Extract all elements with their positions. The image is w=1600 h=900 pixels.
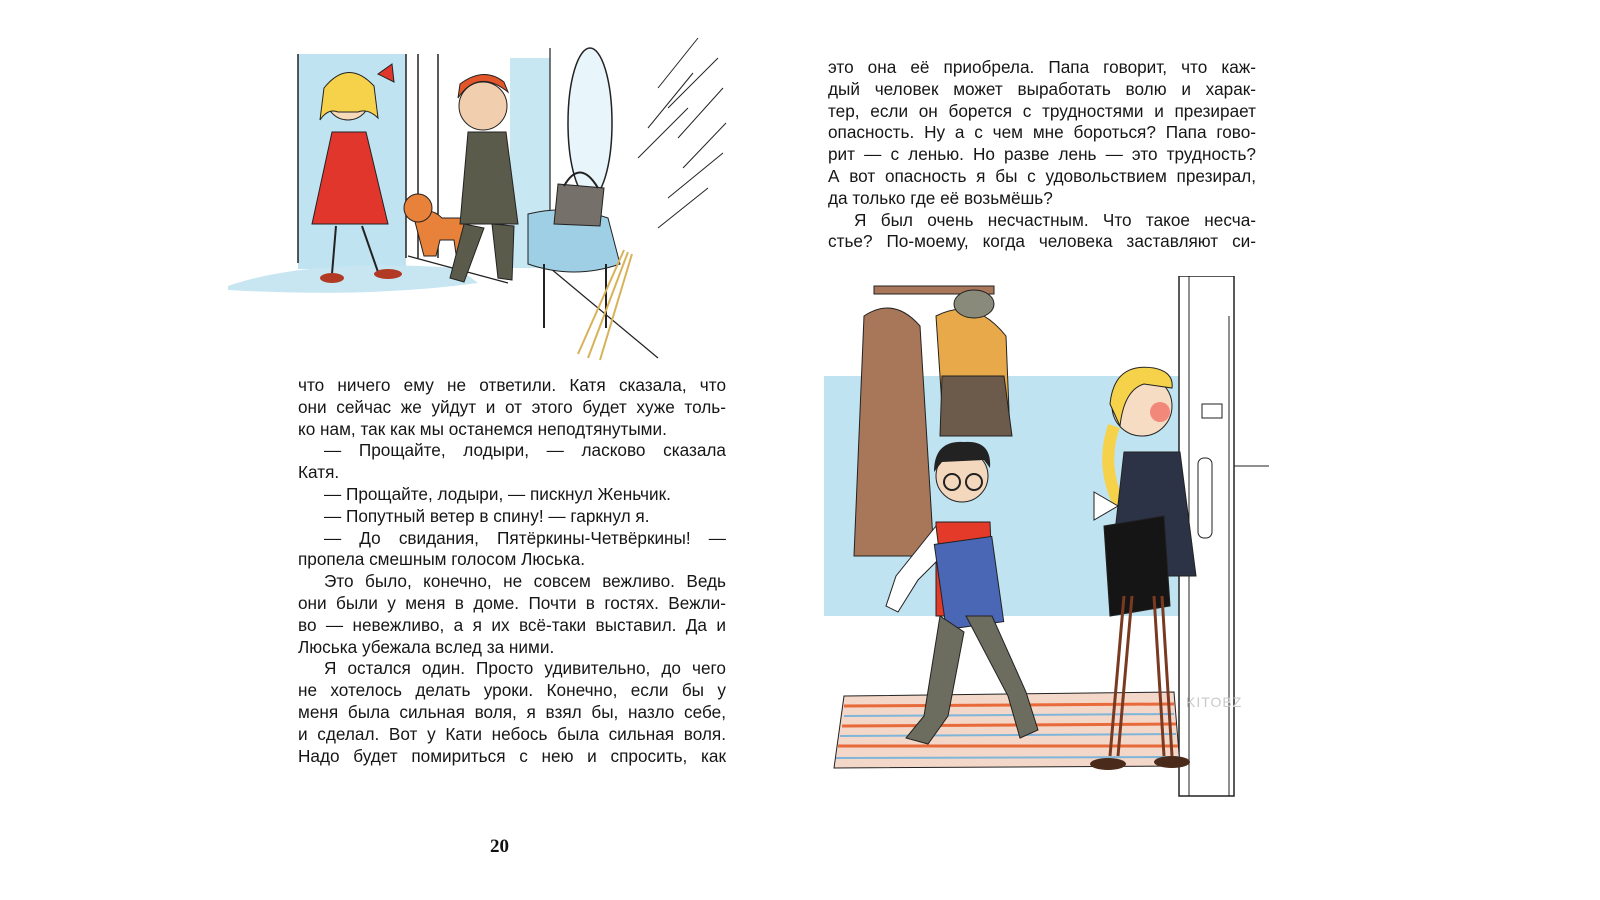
hallway-drawing — [228, 28, 728, 368]
text-line: ко нам, так как мы останемся неподтянутыми. — [298, 418, 667, 439]
text-line: не хотелось делать уроки. Конечно, если бы у — [298, 680, 726, 701]
text-line: стье? По-моему, когда человека заставляют си- — [828, 231, 1256, 252]
text-line: Это было, конечно, не совсем вежливо. Ведь — [324, 571, 726, 592]
text-line: — Прощайте, лодыри, — пискнул Женьчик. — [324, 483, 671, 504]
watermark-text: KITOBZ — [1186, 694, 1243, 710]
text-line: Люська убежала вслед за ними. — [298, 636, 555, 657]
text-line: они были у меня в доме. Почти в гостях. Вежли- — [298, 592, 726, 613]
text-line: рит — с ленью. Но разве лень — это трудность? — [828, 144, 1256, 165]
text-line: они сейчас же уйдут и от этого будет хуже толь- — [298, 396, 726, 417]
text-line: это она её приобрела. Папа говорит, что каж- — [828, 57, 1256, 77]
text-line: опасность. Ну а с чем мне бороться? Папа гово- — [828, 122, 1256, 143]
boy-and-girl-leaving-illustration — [824, 276, 1274, 806]
text-line: — Прощайте, лодыри, — ласково сказала — [324, 440, 726, 461]
text-line: и сделал. Вот у Кати небось была сильная воля. — [298, 723, 726, 744]
text-line: тер, если он борется с трудностями и презирает — [828, 100, 1256, 121]
text-line: Я остался один. Просто удивительно, до чего — [324, 658, 726, 679]
right-page — [800, 0, 1600, 900]
left-page-text — [298, 375, 726, 767]
text-line: — До свидания, Пятёркины-Четвёркины! — — [324, 527, 726, 548]
text-line: А вот опасность я бы с удовольствием презирал, — [828, 165, 1256, 186]
right-page-text — [828, 57, 1256, 253]
text-line: Я был очень несчастным. Что такое несча- — [854, 209, 1256, 230]
text-line: во — невежливо, а я их всё-таки выставил. Да и — [298, 614, 726, 635]
text-line: пропела смешным голосом Люська. — [298, 549, 586, 570]
text-line: — Попутный ветер в спину! — гаркнул я. — [324, 505, 650, 526]
text-line: Катя. — [298, 462, 340, 483]
text-line: меня была сильная воля, я взял бы, назло себе, — [298, 701, 726, 722]
text-line: дый человек может выработать волю и харак- — [828, 78, 1256, 99]
text-line: что ничего ему не ответили. Катя сказала, что — [298, 375, 726, 395]
text-line: Надо будет помириться с нею и спросить, как — [298, 745, 726, 766]
page-number: 20 — [490, 836, 509, 857]
children-in-hallway-illustration — [228, 28, 728, 368]
text-line: да только где её возьмёшь? — [828, 187, 1053, 208]
leaving-drawing — [824, 276, 1274, 806]
